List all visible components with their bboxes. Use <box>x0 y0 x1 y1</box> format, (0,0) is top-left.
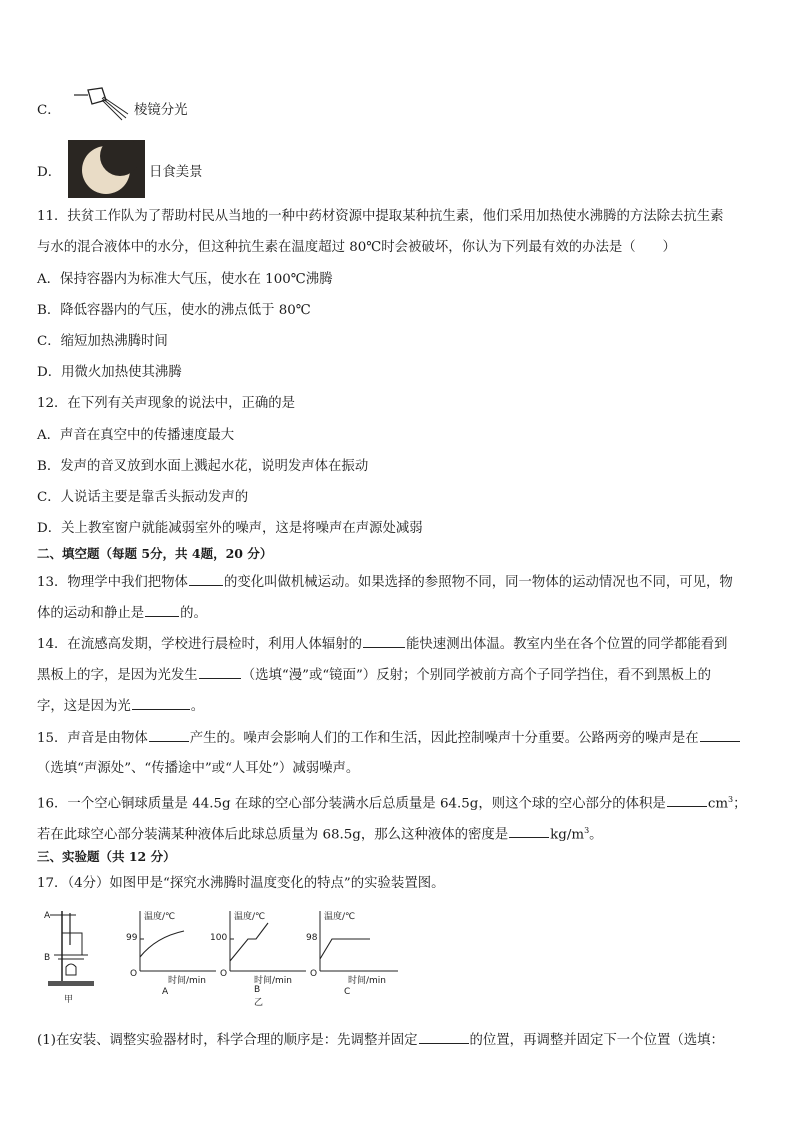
q17-sub1: (1)在安装、调整实验器材时，科学合理的顺序是：先调整并固定 的位置，再调整并固定下一个位置（选填： <box>37 1033 724 1048</box>
q17-stem: 17．（4分）如图甲是“探究水沸腾时温度变化的特点”的实验装置图。 <box>37 876 445 891</box>
option-d-letter: D． <box>37 165 62 180</box>
q11-option-c: C．缩短加热沸腾时间 <box>37 334 168 349</box>
apparatus-label-b: B <box>44 953 51 963</box>
graph-a-ylabel: 温度/℃ <box>144 912 176 922</box>
q16-line2: 若在此球空心部分装满某种液体后此球总质量为 68.5g，那么这种液体的密度是 $kg/m^3$。 <box>37 826 603 843</box>
figure-label-jia: 甲 <box>64 995 74 1005</box>
q11-stem-line2: 与水的混合液体中的水分，但这种抗生素在温度超过 80℃时会被破坏，你认为下列最有效的办法是（ ） <box>37 240 676 255</box>
q12-option-d: D．关上教室窗户就能减弱室外的噪声，这是将噪声在声源处减弱 <box>37 521 423 536</box>
figure-label-yi: 乙 <box>254 998 264 1008</box>
q15-line2: （选填“声源处”、“传播途中”或“人耳处”）减弱噪声。 <box>37 761 360 776</box>
q11-stem-line1: 11．扶贫工作队为了帮助村民从当地的一种中药材资源中提取某种抗生素，他们采用加热使水沸腾的方法除去抗生素 <box>37 209 724 224</box>
graph-b-xlabel: 时间/min <box>254 976 293 986</box>
prism-dispersion-image <box>72 84 132 124</box>
q13-blank-2[interactable] <box>145 604 179 617</box>
q15-line1: 15．声音是由物体 产生的。噪声会影响人们的工作和生活，因此控制噪声十分重要。公路两旁的噪声是在 <box>37 729 741 748</box>
section3-title: 三、实验题（共 12 分） <box>37 849 176 864</box>
q13-line1: 13．物理学中我们把物体 的变化叫做机械运动。如果选择的参照物不同，同一物体的运动情况也不同，可见，物 <box>37 575 733 590</box>
graph-b-origin: O <box>220 969 228 979</box>
graph-b-name: B <box>254 985 261 995</box>
q15-blank-1[interactable] <box>149 729 189 742</box>
graph-c-origin: O <box>310 969 318 979</box>
graph-c-name: C <box>344 987 351 997</box>
graph-b <box>210 909 308 1008</box>
graph-c-xlabel: 时间/min <box>348 976 387 986</box>
q11-option-d: D．用微火加热使其沸腾 <box>37 365 182 380</box>
q14-blank-1[interactable] <box>363 635 405 648</box>
q14-line3: 字，这是因为光 。 <box>37 699 205 714</box>
q17-blank-1[interactable] <box>419 1031 469 1044</box>
q12-stem: 12．在下列有关声现象的说法中，正确的是 <box>37 396 296 411</box>
q12-option-b: B．发声的音叉放到水面上溅起水花，说明发声体在振动 <box>37 459 369 474</box>
q12-option-a: A．声音在真空中的传播速度最大 <box>37 428 235 443</box>
graph-c-tick: 98 <box>306 933 318 943</box>
graph-a-name: A <box>162 987 169 997</box>
q11-option-b: B．降低容器内的气压，使水的沸点低于 80℃ <box>37 303 311 318</box>
q16-blank-1[interactable] <box>667 794 707 807</box>
q11-option-a: A．保持容器内为标准大气压，使水在 100℃沸腾 <box>37 272 333 287</box>
option-c-letter: C． <box>37 103 61 118</box>
q17-figure <box>40 905 400 1008</box>
q14-blank-3[interactable] <box>132 697 190 710</box>
graph-a-xlabel: 时间/min <box>168 976 207 986</box>
graph-a-tick: 99 <box>126 933 138 943</box>
q15-blank-2[interactable] <box>700 729 740 742</box>
q16-line1: 16．一个空心铜球质量是 44.5g 在球的空心部分装满水后总质量是 64.5g，则这个球的空心部分的体积是 $cm^3$； <box>37 795 747 812</box>
apparatus-label-a: A <box>44 911 51 921</box>
option-d-caption: 日食美景 <box>149 165 203 180</box>
q12-option-c: C．人说话主要是靠舌头振动发声的 <box>37 490 249 505</box>
graph-c <box>308 909 400 999</box>
section2-title: 二、填空题（每题 5分，共 4题，20 分） <box>37 546 273 561</box>
q14-blank-2[interactable] <box>199 666 241 679</box>
graph-a-origin: O <box>130 969 138 979</box>
graph-b-ylabel: 温度/℃ <box>234 912 266 922</box>
graph-a <box>128 909 218 999</box>
q14-line2: 黑板上的字，是因为光发生 （选填“漫”或“镜面”）反射；个别同学被前方高个子同学挡住，看不到黑板上的 <box>37 668 711 683</box>
q16-blank-2[interactable] <box>509 825 549 838</box>
q14-line1: 14．在流感高发期，学校进行晨检时，利用人体辐射的 能快速测出体温。教室内坐在各个位置的同学都能看到 <box>37 637 728 652</box>
graph-c-ylabel: 温度/℃ <box>324 912 356 922</box>
q13-blank-1[interactable] <box>189 573 223 586</box>
solar-eclipse-image <box>68 140 145 198</box>
q13-line2: 体的运动和静止是 的。 <box>37 606 207 621</box>
option-c-caption: 棱镜分光 <box>134 103 188 118</box>
graph-b-tick: 100 <box>210 933 228 943</box>
